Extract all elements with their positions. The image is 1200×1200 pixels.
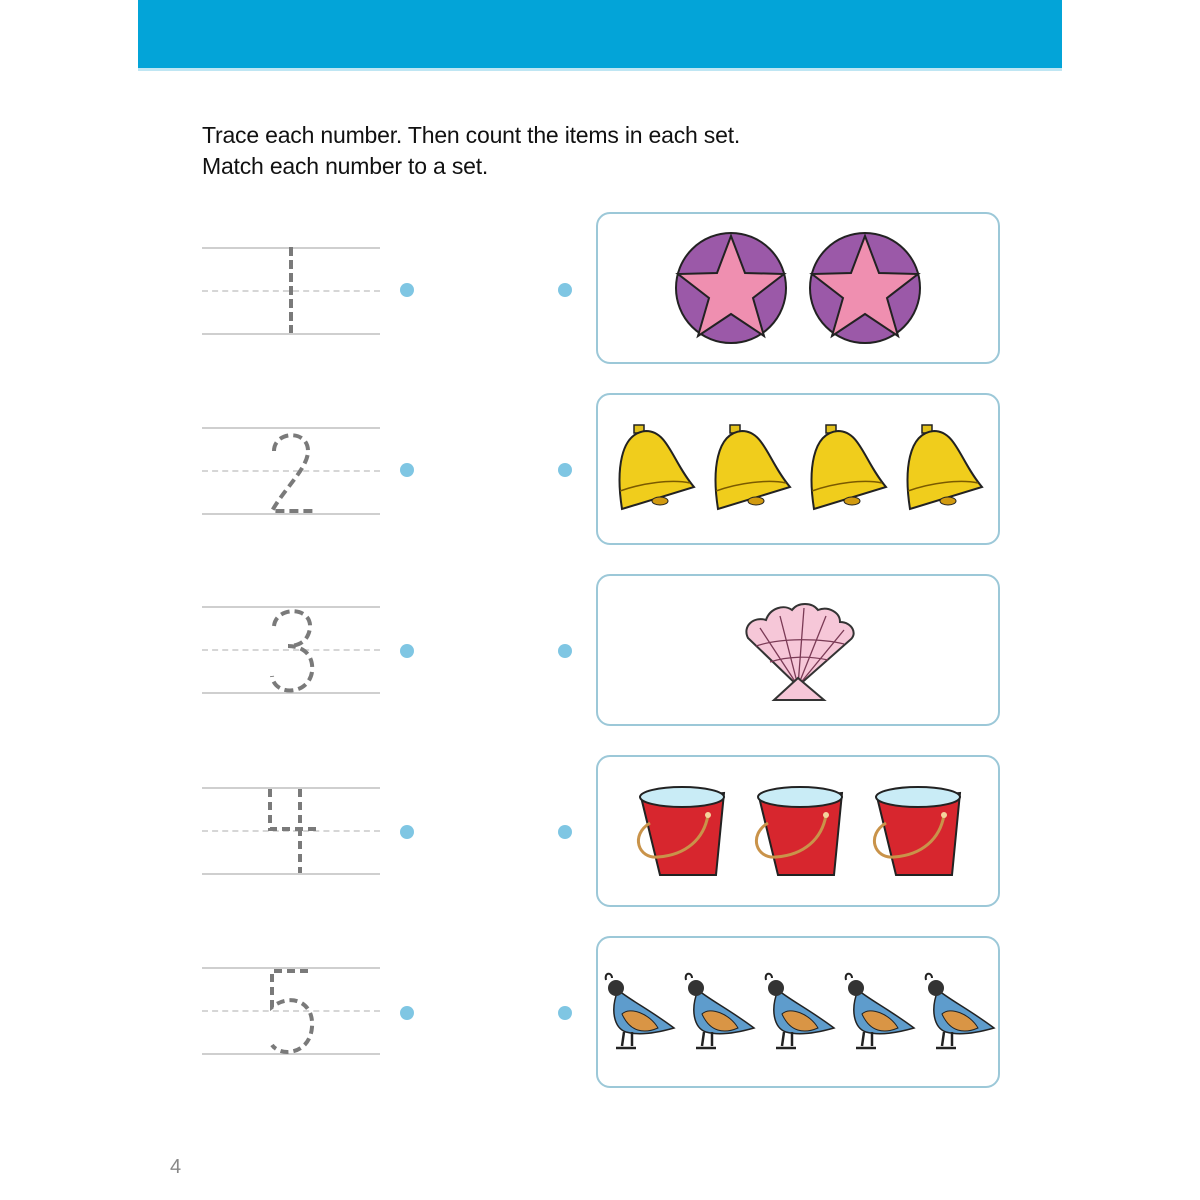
set-match-dot-4[interactable] bbox=[558, 825, 572, 839]
number-match-dot-4[interactable] bbox=[400, 825, 414, 839]
instructions bbox=[202, 120, 740, 182]
header-band bbox=[138, 0, 1062, 71]
dashed-five-icon bbox=[202, 963, 380, 1059]
match-row-5 bbox=[0, 936, 1200, 1096]
set-match-dot-2[interactable] bbox=[558, 463, 572, 477]
dashed-two-icon bbox=[202, 423, 380, 519]
instruction-line-2: Match each number to a set. bbox=[202, 153, 489, 179]
match-row-1 bbox=[0, 212, 1200, 372]
trace-number-5[interactable] bbox=[202, 967, 380, 1055]
number-match-dot-2[interactable] bbox=[400, 463, 414, 477]
set-card-star-balls[interactable] bbox=[596, 212, 1000, 364]
match-row-3 bbox=[0, 574, 1200, 734]
set-card-buckets[interactable] bbox=[596, 755, 1000, 907]
set-card-seashell[interactable] bbox=[596, 574, 1000, 726]
bucket-icon bbox=[866, 779, 966, 883]
quail-icon bbox=[680, 970, 756, 1054]
set-match-dot-5[interactable] bbox=[558, 1006, 572, 1020]
trace-number-4[interactable] bbox=[202, 787, 380, 875]
trace-number-2[interactable] bbox=[202, 427, 380, 515]
trace-number-3[interactable] bbox=[202, 606, 380, 694]
dashed-three-icon bbox=[202, 602, 380, 698]
bucket-icon bbox=[630, 779, 730, 883]
seashell-icon bbox=[740, 598, 856, 702]
quail-icon bbox=[760, 970, 836, 1054]
number-match-dot-5[interactable] bbox=[400, 1006, 414, 1020]
number-match-dot-1[interactable] bbox=[400, 283, 414, 297]
set-match-dot-1[interactable] bbox=[558, 283, 572, 297]
set-card-bells[interactable] bbox=[596, 393, 1000, 545]
page-number: 4 bbox=[170, 1156, 182, 1178]
match-row-2 bbox=[0, 393, 1200, 553]
set-card-quails[interactable] bbox=[596, 936, 1000, 1088]
star-ball-icon bbox=[673, 230, 789, 346]
number-match-dot-3[interactable] bbox=[400, 644, 414, 658]
trace-number-1[interactable] bbox=[202, 247, 380, 335]
instruction-line-1: Trace each number. Then count the items in each set. bbox=[202, 122, 741, 148]
dashed-one-icon bbox=[202, 243, 380, 339]
quail-icon bbox=[840, 970, 916, 1054]
bell-icon bbox=[612, 421, 696, 517]
set-match-dot-3[interactable] bbox=[558, 644, 572, 658]
star-ball-icon bbox=[807, 230, 923, 346]
bucket-icon bbox=[748, 779, 848, 883]
bell-icon bbox=[708, 421, 792, 517]
bell-icon bbox=[804, 421, 888, 517]
match-row-4 bbox=[0, 755, 1200, 915]
bell-icon bbox=[900, 421, 984, 517]
quail-icon bbox=[600, 970, 676, 1054]
quail-icon bbox=[920, 970, 996, 1054]
dashed-four-icon bbox=[202, 783, 380, 879]
